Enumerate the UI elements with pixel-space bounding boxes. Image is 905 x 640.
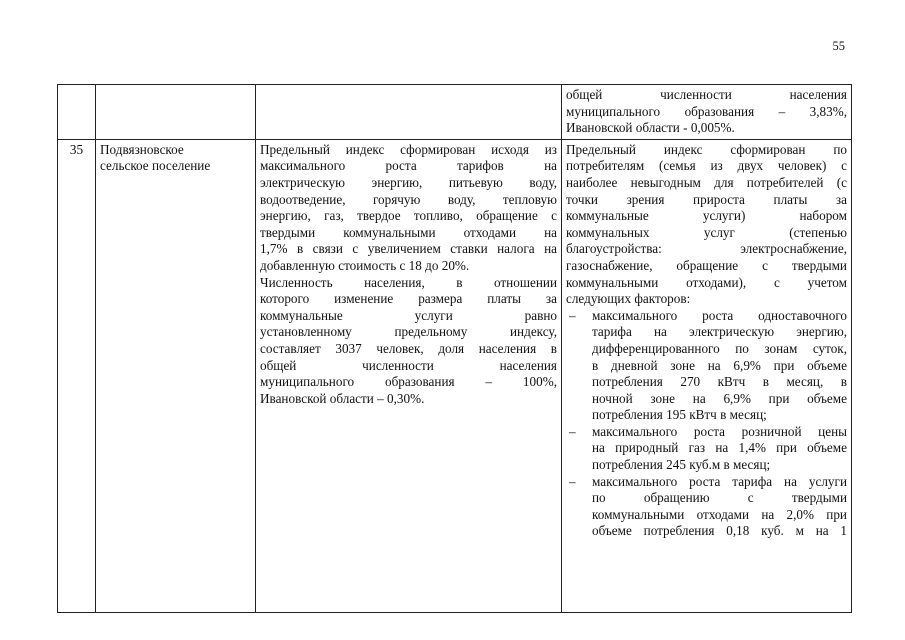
cell-factors — [562, 139, 852, 612]
cell-name-empty — [96, 85, 256, 140]
text-line: коммунальные услуги) набором — [566, 208, 847, 224]
cell-municipality-name — [96, 139, 256, 612]
text-line: потребителям (семья из двух человек) с — [566, 158, 847, 174]
table-row-continued — [58, 85, 852, 140]
text-line: добавленную стоимость с 18 до 20%. — [260, 257, 470, 273]
text-line: дифференцированного по зонам суток, — [592, 340, 847, 356]
text-line: Ивановской области – 0,30%. — [260, 390, 425, 406]
text-line: Предельный индекс сформирован исходя из — [260, 141, 557, 157]
text-line: газоснабжение, обращение с твердыми — [566, 257, 847, 273]
text-line: на природный газ на 1,4% при объеме — [592, 440, 847, 456]
paragraph-population — [260, 275, 557, 408]
paragraph-factors-intro — [566, 142, 847, 308]
text-line: коммунальные услуги равно — [260, 307, 557, 323]
cell-row-number: 35 — [58, 139, 96, 612]
list-item — [566, 424, 847, 474]
text-line: следующих факторов: — [566, 291, 691, 307]
text-line: Ивановской области - 0,005%. — [566, 120, 735, 136]
text-line: общей численности населения — [260, 357, 557, 373]
text-line: твердыми коммунальными отходами на — [260, 224, 557, 240]
list-item — [566, 308, 847, 424]
text-line: которого изменение размера платы за — [260, 291, 557, 307]
text-line: общей численности населения — [566, 87, 847, 102]
text-line: потребления 195 кВтч в месяц; — [592, 407, 767, 423]
text-line: установленному предельному индексу, — [260, 324, 557, 340]
text-line: 1,7% в связи с увеличением ставки налога на — [260, 241, 557, 257]
cell-index-justification — [256, 139, 562, 612]
text-line: Численность населения, в отношении — [260, 274, 557, 290]
text-line: Предельный индекс сформирован по — [566, 141, 847, 157]
text-line: благоустройства: электроснабжение, — [566, 241, 847, 257]
text-line: по обращению с твердыми — [592, 490, 847, 506]
page-number: 55 — [832, 39, 845, 53]
text-line: тарифа на электрическую энергию, — [592, 324, 847, 340]
text-line: водоотведение, горячую воду, тепловую — [260, 191, 557, 207]
cell-index-empty — [256, 85, 562, 140]
text-line: потребления 270 кВтч в месяц, в — [592, 374, 847, 390]
text-line: – максимального роста тарифа на услуги — [592, 473, 847, 489]
text-line: в дневной зоне на 6,9% при объеме — [592, 357, 847, 373]
text-line: наиболее невыгодным для потребителей (с — [566, 174, 847, 190]
text-line: сельское поселение — [100, 158, 211, 174]
text-line: ночной зоне на 6,9% при объеме — [592, 390, 847, 406]
text-line: энергию, газ, твердое топливо, обращение с — [260, 208, 557, 224]
indices-table — [57, 84, 852, 613]
text-line: электрическую энергию, питьевую воду, — [260, 174, 557, 190]
text-line: составляет 3037 человек, доля населения в — [260, 340, 557, 356]
table-row-35 — [58, 139, 852, 612]
text-line: максимального роста тарифов на — [260, 158, 557, 174]
text-line: Подвязновское — [100, 141, 184, 157]
text-line: муниципального образования – 3,83%, — [566, 103, 847, 119]
text-line: коммунальными отходами), с учетом — [566, 274, 847, 290]
text-line: объеме потребления 0,18 куб. м на 1 — [592, 523, 847, 539]
text-line: коммунальными отходами на 2,0% при — [592, 506, 847, 522]
cell-continued-text — [562, 85, 852, 140]
text-line: – максимального роста одноставочного — [592, 307, 847, 323]
text-line: коммунальных услуг (степенью — [566, 224, 847, 240]
list-item — [566, 474, 847, 540]
text-line: потребления 245 куб.м в месяц; — [592, 457, 771, 473]
paragraph-index-basis — [260, 142, 557, 275]
factors-list — [566, 308, 847, 540]
text-line: муниципального образования – 100%, — [260, 374, 557, 390]
cell-number-empty — [58, 85, 96, 140]
text-line: – максимального роста розничной цены — [592, 423, 847, 439]
text-line: точки зрения прироста платы за — [566, 191, 847, 207]
